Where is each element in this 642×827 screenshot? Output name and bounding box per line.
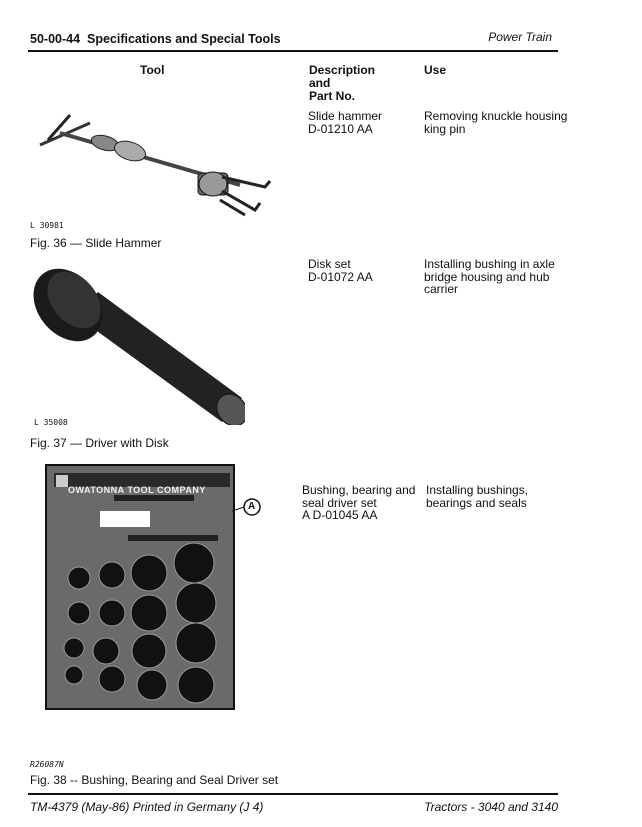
tool-description: Bushing, bearing and seal driver set A D-01045 AA xyxy=(302,483,416,522)
figure-caption: Fig. 38 -- Bushing, Bearing and Seal Driver set xyxy=(30,773,279,787)
figure-caption: Fig. 36 — Slide Hammer xyxy=(30,236,162,250)
slide-hammer-photo xyxy=(30,105,280,225)
photo-code: L 30981 xyxy=(30,221,64,230)
photo-code: L 35008 xyxy=(34,418,68,427)
driver-disk-photo xyxy=(30,260,245,425)
driver-set-board-photo xyxy=(44,463,264,713)
page-header xyxy=(30,32,281,46)
column-header-use: Use xyxy=(424,63,447,77)
footer-publication: TM-4379 (May-86) Printed in Germany (J 4) xyxy=(30,800,264,814)
callout-a: A xyxy=(248,501,256,512)
photo-code: R26087N xyxy=(30,760,64,769)
tool-use: Installing bushing in axle bridge housing and hub carrier xyxy=(424,257,555,296)
tool-use: Removing knuckle housing king pin xyxy=(424,109,568,136)
chapter-title: Power Train xyxy=(488,30,552,44)
tool-description: Slide hammer D-01210 AA xyxy=(308,109,383,136)
tool-description: Disk set D-01072 AA xyxy=(308,257,373,284)
column-header-description: Description and Part No. xyxy=(309,63,376,103)
section-number: 50-00-44 xyxy=(30,32,81,46)
figure-caption: Fig. 37 — Driver with Disk xyxy=(30,436,169,450)
board-label: OWATONNA TOOL COMPANY xyxy=(68,485,206,495)
column-header-tool: Tool xyxy=(140,63,165,77)
footer-rule xyxy=(28,793,558,795)
tool-use: Installing bushings, bearings and seals xyxy=(426,483,529,510)
header-rule xyxy=(28,50,558,52)
footer-model: Tractors - 3040 and 3140 xyxy=(424,800,558,814)
section-title: Specifications and Special Tools xyxy=(87,32,281,46)
